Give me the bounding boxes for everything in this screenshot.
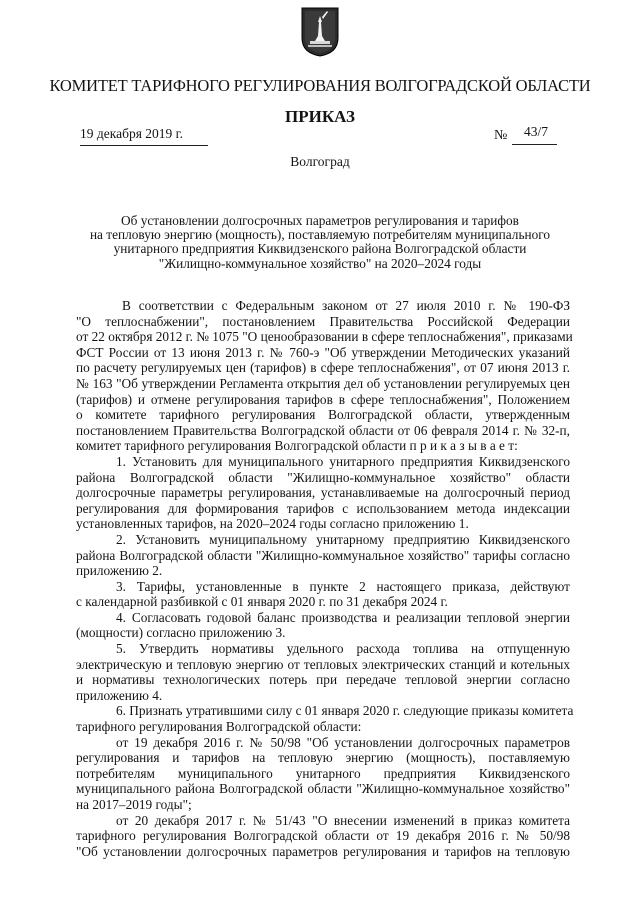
body-line: 2. Установить муниципальному унитарному предприятию Киквидзенского [116, 531, 570, 547]
body-line: тарифного регулирования Волгоградской области от 19 декабря 2016 г. № 50/98 [76, 828, 570, 844]
body-line: регулирования и тарифов на тепловую энергию (мощность), поставляемую [76, 750, 570, 766]
body-line: постановлением Правительства Волгоградской области от 06 февраля 2014 г. № 32-п, [76, 422, 570, 438]
volgograd-coat-of-arms-icon [301, 7, 339, 57]
body-line: с календарной разбивкой с 01 января 2020 г. по 31 декабря 2024 г. [76, 594, 448, 610]
body-line: района Волгоградской области "Жилищно-коммунальное хозяйство" области [76, 469, 570, 485]
body-line: 3. Тарифы, установленные в пункте 2 настоящего приказа, действуют [116, 578, 570, 594]
body-line: (мощности) согласно приложению 3. [76, 625, 286, 641]
order-number: 43/7 [524, 124, 549, 139]
city-name: Волгоград [290, 154, 350, 169]
body-line: В соответствии с Федеральным законом от 27 июля 2010 г. № 190-ФЗ [122, 298, 570, 313]
body-line: района Волгоградской области "Жилищно-коммунальное хозяйство" тарифы согласно [76, 547, 570, 563]
body-line: от 20 декабря 2017 г. № 51/43 "О внесении изменений в приказ комитета [116, 812, 570, 828]
body-line: регулирования для формирования тарифов с использованием метода индексации [76, 500, 570, 516]
subject-line: Об установлении долгосрочных параметров регулирования и тарифов [121, 213, 519, 228]
document-type-title: ПРИКАЗ [285, 107, 355, 126]
subject-line: унитарного предприятия Киквидзенского района Волгоградской области [113, 241, 527, 257]
body-line: "О теплоснабжении", постановлением Правительства Российской Федерации [76, 313, 570, 329]
body-line: 5. Утвердить нормативы удельного расхода топлива на отпущенную [116, 641, 570, 657]
number-underline [512, 144, 557, 145]
body-line: приложению 4. [76, 687, 163, 703]
body-line: и нормативы технологических потерь при передаче тепловой энергии согласно [76, 672, 570, 688]
body-line: 4. Согласовать годовой баланс производства и реализации тепловой энергии [116, 609, 570, 625]
subject-line: на тепловую энергию (мощность), поставляемую потребителям муниципального [89, 227, 551, 243]
body-line: тарифного регулирования Волгоградской области: [76, 719, 362, 735]
order-body [76, 298, 574, 859]
body-line: (тарифов) и отмене регулирования тарифов в сфере теплоснабжения", Положением [76, 391, 570, 407]
subject-line: "Жилищно-коммунальное хозяйство" на 2020–2024 годы [158, 255, 482, 271]
body-line: долгосрочные параметры регулирования, устанавливаемые на долгосрочный период [76, 485, 570, 501]
order-date: 19 декабря 2019 г. [80, 126, 184, 141]
body-line: 1. Установить для муниципального унитарного предприятия Киквидзенского [116, 453, 570, 469]
body-line: о комитете тарифного регулирования Волгоградской области, утвержденным [76, 407, 570, 423]
date-underline [80, 145, 208, 146]
body-line: на 2017–2019 годы"; [76, 797, 192, 812]
order-number-sign: № [494, 128, 508, 143]
body-line: комитет тарифного регулирования Волгоградской области п р и к а з ы в а е т: [76, 438, 518, 454]
committee-name: КОМИТЕТ ТАРИФНОГО РЕГУЛИРОВАНИЯ ВОЛГОГРАДСКОЙ ОБЛАСТИ [49, 76, 591, 95]
body-line: "Об установлении долгосрочных параметров регулирования и тарифов на тепловую [76, 843, 570, 859]
body-line: № 163 "Об утверждении Регламента открытия дел об установлении регулируемых цен [76, 375, 570, 391]
body-line: потребителям муниципального унитарного предприятия Киквидзенского [76, 765, 570, 781]
body-line: от 19 декабря 2016 г. № 50/98 "Об установлении долгосрочных параметров [116, 734, 570, 750]
body-line: 6. Признать утратившими силу с 01 января 2020 г. следующие приказы комитета [116, 703, 574, 719]
order-subject [70, 214, 570, 271]
body-line: муниципального района Волгоградской области "Жилищно-коммунальное хозяйство" [76, 781, 570, 797]
body-line: ФСТ России от 13 июня 2013 г. № 760-э "Об утверждении Методических указаний [76, 344, 570, 360]
body-line: по расчету регулируемых цен (тарифов) в сфере теплоснабжения", от 07 июня 2013 г. [76, 360, 570, 376]
body-line: установленных тарифов, на 2020–2024 годы согласно приложению 1. [76, 516, 469, 532]
body-line: электрическую и тепловую энергию от тепловых электрических станций и котельных [76, 656, 570, 672]
body-line: приложению 2. [76, 563, 163, 579]
body-line: от 22 октября 2012 г. № 1075 "О ценообразовании в сфере теплоснабжения", приказами [76, 329, 573, 345]
